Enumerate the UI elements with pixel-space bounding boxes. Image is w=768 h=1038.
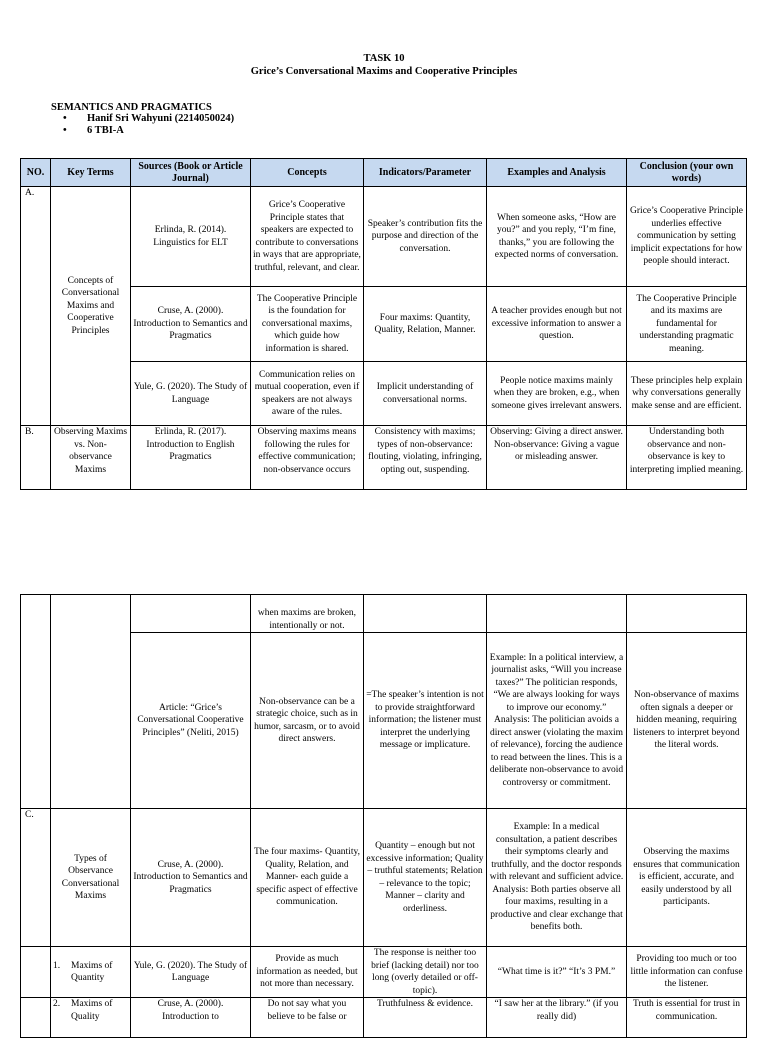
section-b-key-term: Observing Maxims vs. Non-observance Maxims bbox=[51, 426, 131, 490]
table-header-row bbox=[21, 159, 747, 187]
indicator-cell: Four maxims: Quantity, Quality, Relation, Manner. bbox=[364, 287, 487, 362]
example-cell: “I saw her at the library.” (if you really did) bbox=[487, 998, 627, 1038]
table-row bbox=[21, 187, 747, 287]
conclusion-cell: The Cooperative Principle and its maxims are fundamental for understanding pragmatic meaning. bbox=[627, 287, 747, 362]
maxims-table bbox=[20, 158, 747, 490]
example-cell: “What time is it?” “It’s 3 PM.” bbox=[487, 947, 627, 998]
header-sources: Sources (Book or Article Journal) bbox=[131, 159, 251, 187]
indicator-cell: Implicit understanding of conversational norms. bbox=[364, 362, 487, 426]
maxims-table-continued bbox=[20, 594, 747, 1038]
example-cell bbox=[487, 595, 627, 633]
indicator-cell: Quantity – enough but not excessive information; Quality – truthful statements; Relation – relevance to the topic; Manner – clarity and orderliness. bbox=[364, 809, 487, 947]
student-class: • 6 TBI-A bbox=[51, 125, 234, 137]
table-row bbox=[21, 947, 747, 998]
indicator-cell: Speaker’s contribution fits the purpose and direction of the conversation. bbox=[364, 187, 487, 287]
example-cell: Example: In a medical consultation, a patient describes their symptoms clearly and truthfully, and the doctor responds with relevant and sufficient advice. Analysis: Both parties observe all four maxims, resulting in a productive and clear exchange that benefits both. bbox=[487, 809, 627, 947]
header-examples: Examples and Analysis bbox=[487, 159, 627, 187]
header-conclusion: Conclusion (your own words) bbox=[627, 159, 747, 187]
section-a-number: A. bbox=[21, 187, 51, 426]
source-cell: Cruse, A. (2000). Introduction to bbox=[131, 998, 251, 1038]
sub-number-cell bbox=[21, 998, 51, 1038]
source-cell: Yule, G. (2020). The Study of Language bbox=[131, 362, 251, 426]
concept-cell: Observing maxims means following the rules for effective communication; non-observance occurs bbox=[251, 426, 364, 490]
concept-cell: The four maxims- Quantity, Quality, Relation, and Manner- each guide a specific aspect of effective communication. bbox=[251, 809, 364, 947]
document-title: Grice’s Conversational Maxims and Cooperative Principles bbox=[250, 66, 518, 77]
example-cell: When someone asks, “How are you?” and you reply, “I’m fine, thanks,” you are following the expected norms of conversation. bbox=[487, 187, 627, 287]
conclusion-cell: Observing the maxims ensures that communication is efficient, accurate, and easily understood by all participants. bbox=[627, 809, 747, 947]
conclusion-cell: These principles help explain why conversations generally make sense and are efficient. bbox=[627, 362, 747, 426]
conclusion-cell: Truth is essential for trust in communication. bbox=[627, 998, 747, 1038]
indicator-cell: The response is neither too brief (lacking detail) nor too long (overly detailed or off-topic). bbox=[364, 947, 487, 998]
example-cell: People notice maxims mainly when they are broken, e.g., when someone gives irrelevant answers. bbox=[487, 362, 627, 426]
table-row bbox=[21, 595, 747, 633]
example-cell: Example: In a political interview, a journalist asks, “Will you increase taxes?” The politician responds, “We are always looking for ways to improve our economy.” Analysis: The politician avoids a direct answer (violating the maxim of relevance), forcing the audience to read between the lines. This is a deliberate non-observance to avoid controversy or commitment. bbox=[487, 633, 627, 809]
concept-cell: Grice’s Cooperative Principle states that speakers are expected to contribute to conversations in ways that are appropriate, truthful, relevant, and clear. bbox=[251, 187, 364, 287]
page-gap bbox=[0, 570, 768, 582]
sub-key-term bbox=[51, 947, 131, 998]
section-c-number: C. bbox=[21, 809, 51, 947]
sub-term: Maxims of Quality bbox=[71, 999, 113, 1022]
section-b-key-term-cont bbox=[51, 595, 131, 809]
sub-number-cell bbox=[21, 947, 51, 998]
conclusion-cell bbox=[627, 595, 747, 633]
source-cell: Erlinda, R. (2017). Introduction to English Pragmatics bbox=[131, 426, 251, 490]
concept-cell: The Cooperative Principle is the foundation for conversational maxims, which guide how information is shared. bbox=[251, 287, 364, 362]
source-cell: Yule, G. (2020). The Study of Language bbox=[131, 947, 251, 998]
table-row bbox=[21, 809, 747, 947]
indicator-cell: =The speaker’s intention is not to provide straightforward information; the listener must interpret the underlying message or implicature. bbox=[364, 633, 487, 809]
table-row bbox=[21, 998, 747, 1038]
section-b-number-cont bbox=[21, 595, 51, 809]
sub-number: 2. bbox=[53, 999, 61, 1009]
concept-cell: Non-observance can be a strategic choice, such as in humor, sarcasm, or to avoid direct answers. bbox=[251, 633, 364, 809]
example-cell: A teacher provides enough but not excessive information to answer a question. bbox=[487, 287, 627, 362]
task-number: TASK 10 bbox=[363, 53, 405, 64]
source-cell: Cruse, A. (2000). Introduction to Semantics and Pragmatics bbox=[131, 809, 251, 947]
header-concepts: Concepts bbox=[251, 159, 364, 187]
section-c-key-term: Types of Observance Conversational Maxims bbox=[51, 809, 131, 947]
source-cell: Article: “Grice’s Conversational Cooperative Principles” (Neliti, 2015) bbox=[131, 633, 251, 809]
source-cell bbox=[131, 595, 251, 633]
student-name: • Hanif Sri Wahyuni (2214050024) bbox=[51, 113, 234, 125]
concept-cell: Provide as much information as needed, but not more than necessary. bbox=[251, 947, 364, 998]
concept-cell: Do not say what you believe to be false or bbox=[251, 998, 364, 1038]
indicator-cell: Truthfulness & evidence. bbox=[364, 998, 487, 1038]
concept-cell: Communication relies on mutual cooperation, even if speakers are not always aware of the rules. bbox=[251, 362, 364, 426]
header-key-terms: Key Terms bbox=[51, 159, 131, 187]
sub-number: 1. bbox=[53, 960, 61, 971]
sub-term: Maxims of Quantity bbox=[71, 960, 113, 983]
example-cell: Observing: Giving a direct answer. Non-observance: Giving a vague or misleading answer. bbox=[487, 426, 627, 490]
conclusion-cell: Understanding both observance and non-observance is key to interpreting implied meaning. bbox=[627, 426, 747, 490]
indicator-cell bbox=[364, 595, 487, 633]
section-a-key-term: Concepts of Conversational Maxims and Cooperative Principles bbox=[51, 187, 131, 426]
concept-cell: when maxims are broken, intentionally or not. bbox=[251, 595, 364, 633]
page-2 bbox=[0, 582, 768, 1024]
section-b-number: B. bbox=[21, 426, 51, 490]
conclusion-cell: Non-observance of maxims often signals a deeper or hidden meaning, requiring listeners to interpret beyond the literal words. bbox=[627, 633, 747, 809]
header-indicators: Indicators/Parameter bbox=[364, 159, 487, 187]
conclusion-cell: Providing too much or too little information can confuse the listener. bbox=[627, 947, 747, 998]
source-cell: Cruse, A. (2000). Introduction to Semantics and Pragmatics bbox=[131, 287, 251, 362]
indicator-cell: Consistency with maxims; types of non-observance: flouting, violating, infringing, opting out, suspending. bbox=[364, 426, 487, 490]
document-meta bbox=[51, 102, 234, 137]
conclusion-cell: Grice’s Cooperative Principle underlies effective communication by setting implicit expectations for how people should interact. bbox=[627, 187, 747, 287]
course-name: SEMANTICS AND PRAGMATICS bbox=[51, 102, 212, 113]
source-cell: Erlinda, R. (2014). Linguistics for ELT bbox=[131, 187, 251, 287]
table-row bbox=[21, 426, 747, 490]
header-no: NO. bbox=[21, 159, 51, 187]
sub-key-term bbox=[51, 998, 131, 1038]
